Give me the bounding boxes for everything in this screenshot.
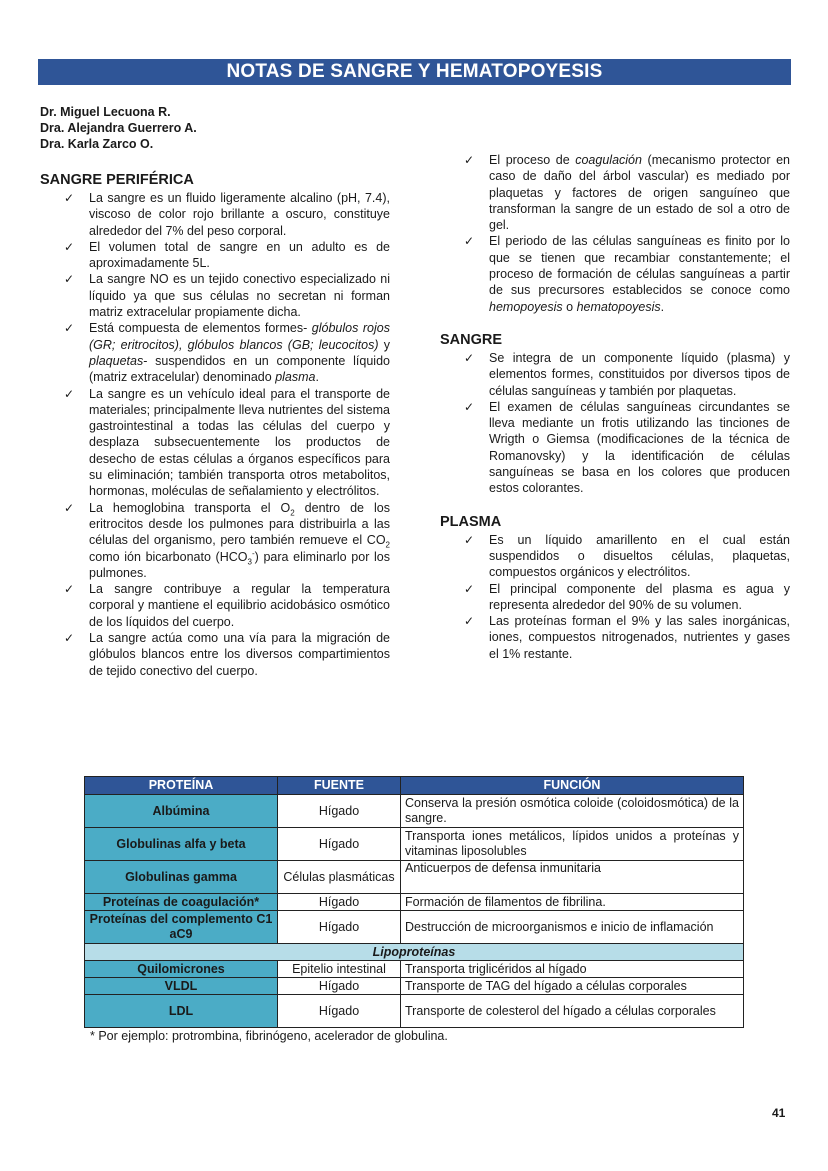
column-header: PROTEÍNA [85,777,278,795]
table-row [85,978,744,995]
table-header-row [85,777,744,795]
list-item: ✓ La sangre NO es un tejido conectivo especializado ni líquido ya que sus células no secretan ni forman matriz extracelular propiamente dicha. [89,271,390,320]
table-row [85,828,744,861]
lipoproteins-subheader: Lipoproteínas [85,944,744,961]
table-cell: Hígado [278,894,401,911]
list-item: ✓ Las proteínas forman el 9% y las sales inorgánicas, iones, compuestos nitrogenados, nutrientes y gases el 1% restante. [489,613,790,662]
page-title: NOTAS DE SANGRE Y HEMATOPOYESIS [38,59,791,85]
table-cell: Hígado [278,795,401,828]
left-column [40,171,390,679]
table-row [85,795,744,828]
table-cell: LDL [85,995,278,1028]
list-item: ✓ La hemoglobina transporta el $O_2$ dentro de los eritrocitos desde los pulmones para distribuirla a las células del organismo, pero también remueve el $CO_2$ como ión bicarbonato $(HCO_3^-)$ para eliminarlo por los pulmones. [89,500,390,581]
author: Dra. Alejandra Guerrero A. [40,121,197,135]
list-item: ✓ Está compuesta de elementos formes- glóbulos rojos (GR; eritrocitos), glóbulos blancos (GB; leucocitos) y plaquetas- suspendidos en un componente líquido (matriz extracelular) denominado plasma. [89,320,390,385]
table-row [85,995,744,1028]
sangre-periferica-list [40,190,390,679]
list-item: ✓ La sangre actúa como una vía para la migración de glóbulos blancos entre los diversos compartimientos de tejido conectivo del cuerpo. [89,630,390,679]
table-cell: Transporte de colesterol del hígado a células corporales [401,995,744,1028]
table-cell: Hígado [278,911,401,944]
list-item: ✓ El periodo de las células sanguíneas es finito por lo que se tienen que recambiar constantemente; el proceso de formación de células sanguíneas a partir de sus precursores establecidos se conoce como hemopoyesis o hematopoyesis. [489,233,790,314]
table-cell: Hígado [278,978,401,995]
section-title-sangre: SANGRE [440,331,503,348]
table-row [85,961,744,978]
protein-table [84,776,744,1028]
page-number: 41 [772,1106,786,1120]
table-cell: Transporta triglicéridos al hígado [401,961,744,978]
author: Dr. Miguel Lecuona R. [40,105,171,119]
list-item: ✓ El proceso de coagulación (mecanismo protector en caso de daño del árbol vascular) es mediado por plaquetas y factores de origen sanguíneo que transforman la sangre de un estado de sol a otro de gel. [489,152,790,233]
right-column [440,152,790,662]
list-item: ✓ El volumen total de sangre en un adulto es de aproximadamente 5L. [89,239,390,272]
table-cell: Formación de filamentos de fibrilina. [401,894,744,911]
table-cell: Transporte de TAG del hígado a células corporales [401,978,744,995]
plasma-list [440,532,790,662]
table-cell: Conserva la presión osmótica coloide (coloidosmótica) de la sangre. [401,795,744,828]
list-item: ✓ La sangre contribuye a regular la temperatura corporal y mantiene el equilibrio acidobásico osmótico de los líquidos del cuerpo. [89,581,390,630]
table-row [85,861,744,894]
table-cell: Albúmina [85,795,278,828]
table-cell: Transporta iones metálicos, lípidos unidos a proteínas y vitaminas liposolubles [401,828,744,861]
table-footnote: * Por ejemplo: protrombina, fibrinógeno, acelerador de globulina. [90,1029,448,1043]
table-cell: Epitelio intestinal [278,961,401,978]
column-header: FUNCIÓN [401,777,744,795]
table-cell: VLDL [85,978,278,995]
table-cell: Quilomicrones [85,961,278,978]
table-cell: Anticuerpos de defensa inmunitaria [401,861,744,894]
table-cell: Proteínas de coagulación* [85,894,278,911]
list-item: ✓ Es un líquido amarillento en el cual están suspendidos o disueltos células, plaquetas, compuestos orgánicos y electrólitos. [489,532,790,581]
list-item: ✓ El examen de células sanguíneas circundantes se lleva mediante un frotis utilizando las tinciones de Wrigth o Giemsa (modificaciones de la técnica de Romanovsky) y la identificación de células sanguíneas se basa en los colores que producen estos colorantes. [489,399,790,497]
list-item: ✓ El principal componente del plasma es agua y representa alrededor del 90% de su volumen. [489,581,790,614]
sangre-list [440,350,790,497]
table-cell: Hígado [278,995,401,1028]
continued-list [440,152,790,315]
section-title-sangre-periferica: SANGRE PERIFÉRICA [40,172,194,188]
table-cell: Globulinas alfa y beta [85,828,278,861]
table-cell: Células plasmáticas [278,861,401,894]
list-item: ✓ La sangre es un fluido ligeramente alcalino (pH, 7.4), viscoso de color rojo brillante a oscuro, constituye alrededor del 7% del peso corporal. [89,190,390,239]
table-subheader-row [85,944,744,961]
table-row [85,894,744,911]
list-item: ✓ Se integra de un componente líquido (plasma) y elementos formes, constituidos por diversos tipos de células sanguíneas y también por plaquetas. [489,350,790,399]
table-cell: Hígado [278,828,401,861]
table-cell: Destrucción de microorganismos e inicio de inflamación [401,911,744,944]
list-item: ✓ La sangre es un vehículo ideal para el transporte de materiales; principalmente lleva nutrientes del sistema gastrointestinal a todas las células del cuerpo y desplaza subsecuentemente los productos de desecho de estas células a órganos específicos para su eliminación; también transporta otros metabolitos, hormonas, moléculas de señalamiento y electrólitos. [89,386,390,500]
column-header: FUENTE [278,777,401,795]
table-cell: Proteínas del complemento C1 aC9 [85,911,278,944]
author: Dra. Karla Zarco O. [40,137,154,151]
authors [40,104,197,152]
section-title-plasma: PLASMA [440,513,502,530]
table-row [85,911,744,944]
table-cell: Globulinas gamma [85,861,278,894]
